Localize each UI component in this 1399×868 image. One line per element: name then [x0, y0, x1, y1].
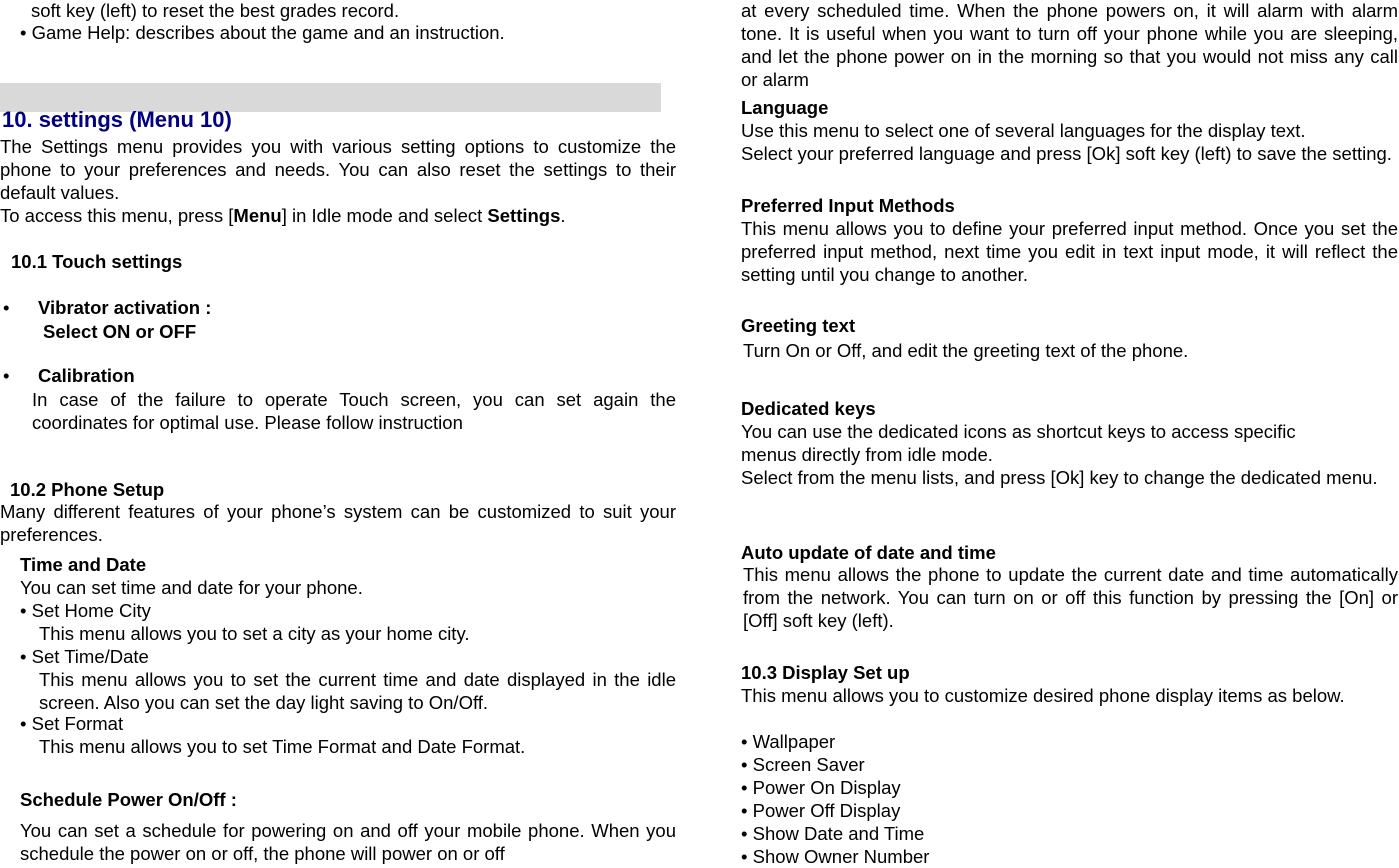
vibrator-subtitle: Select ON or OFF	[43, 321, 197, 342]
auto-update-text: This menu allows the phone to update the current date and time automatically from the network. You can turn on or off this function by pressing the [On] or [Off] soft key (left).	[743, 564, 1398, 631]
display-item-wallpaper: • Wallpaper	[741, 731, 836, 752]
dedicated-keys-text-2: Select from the menu lists, and press [Ok] key to change the dedicated menu.	[741, 467, 1378, 488]
access-instruction	[0, 204, 566, 227]
settings-intro-paragraph: The Settings menu provides you with various setting options to customize the phone to your preferences and needs. You can also reset the settings to their default values.	[0, 136, 676, 203]
access-text-3: .	[560, 205, 566, 226]
set-format-text: This menu allows you to set Time Format and Date Format.	[39, 736, 526, 757]
set-time-item: • Set Time/Date	[20, 646, 149, 667]
display-item-screen-saver: • Screen Saver	[741, 754, 865, 775]
display-item-owner-number: • Show Owner Number	[741, 846, 930, 867]
display-setup-heading: 10.3 Display Set up	[741, 662, 910, 683]
set-format-item: • Set Format	[20, 713, 124, 734]
time-date-text: You can set time and date for your phone.	[20, 577, 363, 598]
display-item-power-on: • Power On Display	[741, 777, 901, 798]
language-title: Language	[741, 97, 829, 118]
time-date-title: Time and Date	[20, 554, 147, 575]
calibration-text: In case of the failure to operate Touch screen, you can set again the coordinates for optimal use. Please follow instruction	[32, 389, 676, 433]
dedicated-keys-title: Dedicated keys	[741, 398, 876, 419]
phone-setup-text: Many different features of your phone’s system can be customized to suit your preferences.	[0, 501, 676, 545]
display-item-date-time: • Show Date and Time	[741, 823, 925, 844]
access-text-1: To access this menu, press [	[0, 205, 234, 226]
vibrator-bullet: •	[3, 297, 10, 318]
access-text-2: ] in Idle mode and select	[281, 205, 488, 226]
calibration-bullet: •	[3, 365, 10, 386]
home-city-item: • Set Home City	[20, 600, 151, 621]
greeting-text: Turn On or Off, and edit the greeting text of the phone.	[743, 340, 1189, 361]
schedule-power-text: You can set a schedule for powering on and off your mobile phone. When you schedule the power on or off, the phone will power on or off	[20, 820, 676, 864]
schedule-power-continued: at every scheduled time. When the phone powers on, it will alarm with alarm tone. It is useful when you want to turn off your phone while you are sleeping, and let the phone power on in the morning so that you would not miss any call or alarm	[741, 0, 1398, 90]
calibration-title: Calibration	[38, 365, 135, 386]
set-time-text: This menu allows you to set the current time and date displayed in the idle screen. Also you can set the day light saving to On/Off.	[39, 669, 676, 713]
dedicated-keys-text-1b: menus directly from idle mode.	[741, 444, 993, 465]
greeting-title: Greeting text	[741, 315, 856, 336]
display-setup-text: This menu allows you to customize desired phone display items as below.	[741, 685, 1345, 706]
language-text-2: Select your preferred language and press [Ok] soft key (left) to save the setting.	[741, 143, 1392, 164]
access-menu-key: Menu	[233, 205, 282, 226]
display-item-power-off: • Power Off Display	[741, 800, 901, 821]
access-settings-label: Settings	[487, 205, 561, 226]
phone-setup-heading: 10.2 Phone Setup	[10, 479, 165, 500]
schedule-power-title: Schedule Power On/Off :	[20, 789, 237, 810]
touch-settings-heading: 10.1 Touch settings	[11, 251, 183, 272]
input-methods-title: Preferred Input Methods	[741, 195, 955, 216]
language-text-1: Use this menu to select one of several languages for the display text.	[741, 120, 1306, 141]
intro-line-2: • Game Help: describes about the game and an instruction.	[20, 22, 505, 43]
input-methods-text: This menu allows you to define your preferred input method. Once you set the preferred input method, next time you edit in text input mode, it will reflect the setting until you change to another.	[741, 218, 1398, 285]
section-title: 10. settings (Menu 10)	[2, 107, 232, 132]
vibrator-title: Vibrator activation :	[38, 297, 212, 318]
intro-line-1: soft key (left) to reset the best grades record.	[31, 0, 400, 21]
dedicated-keys-text-1a: You can use the dedicated icons as shortcut keys to access specific	[741, 421, 1296, 442]
auto-update-title: Auto update of date and time	[741, 542, 996, 563]
home-city-text: This menu allows you to set a city as your home city.	[39, 623, 470, 644]
